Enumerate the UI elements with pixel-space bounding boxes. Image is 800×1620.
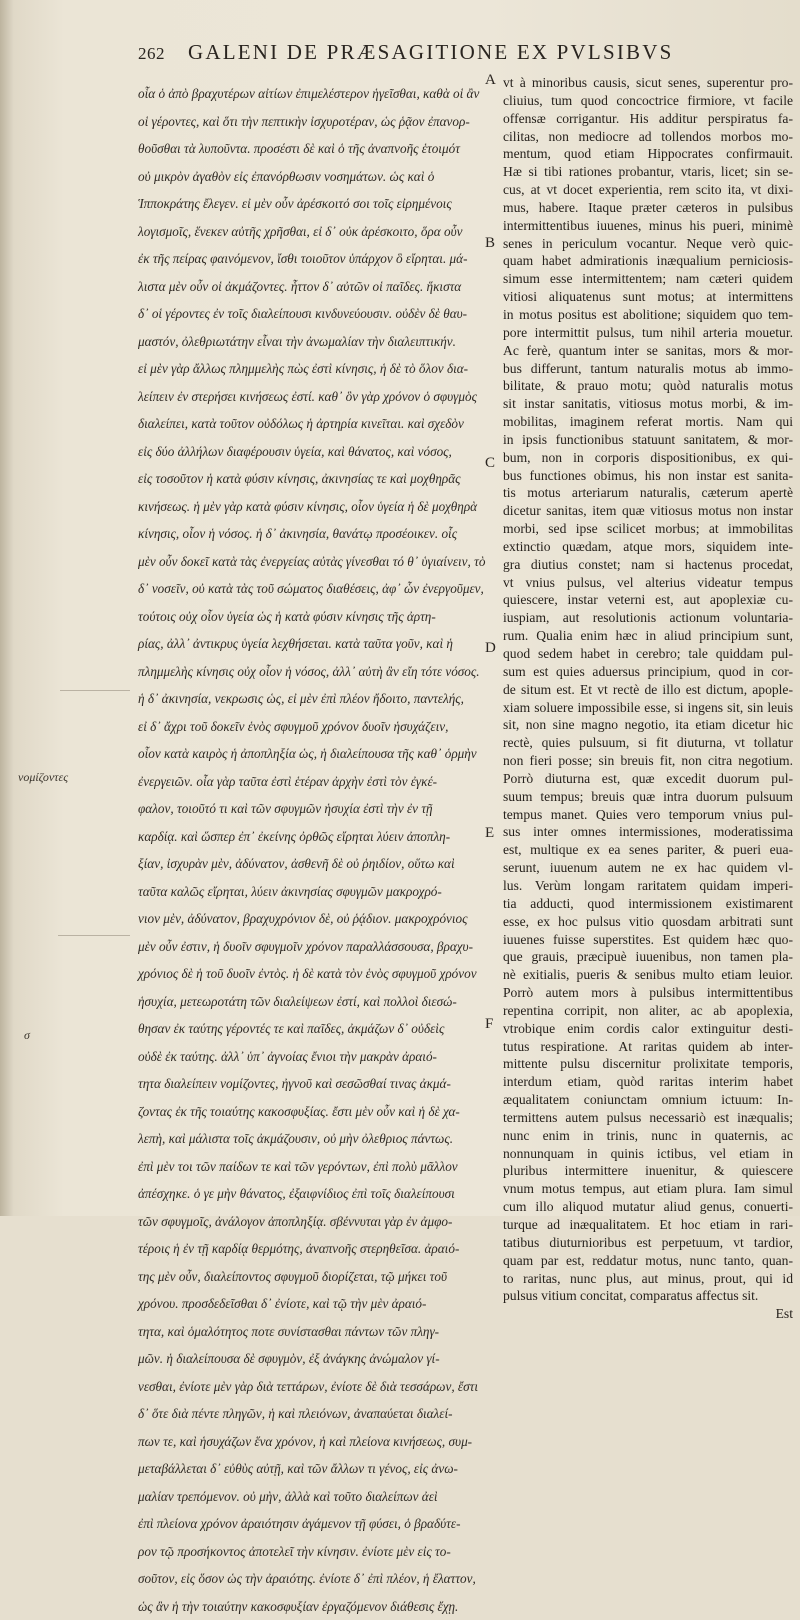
greek-text-line: δ᾽ ὅτε διὰ πέντε πληγῶν, ἡ καὶ πλειόνων, ἀναπαύεται διαλεί- [138, 1400, 480, 1428]
greek-text-column [138, 80, 480, 1165]
greek-text-line: λιστα μὲν οὖν οἱ ἀκμάζοντες. ἧττον δ᾽ αὐτῶν οἱ παῖδες. ἥκιστα [138, 273, 480, 301]
latin-text-line: lus. Verùm longam raritatem quidam imperi- [503, 877, 793, 895]
page-number: 262 [138, 44, 188, 64]
latin-text-line: quod sedem habet in cerebro; tale quiddam pul- [503, 645, 793, 663]
greek-text-line: θοῦσθαι τὰ λυποῦντα. προσέστι δὲ καὶ ὁ τῆς ἀναπνοῆς ἑτοιμότ [138, 135, 480, 163]
greek-text-line: ἀπέσχηκε. ὁ γε μὴν θάνατος, ἐξαιφνίδιος ἐπὶ τοῖς διαλείπουσι [138, 1180, 480, 1208]
greek-text-line: κίνησις, οἷον ἡ νόσος. ἡ δ᾽ ἀκινησία, θανάτῳ προσέοικεν. οἷς [138, 520, 480, 548]
latin-text-line: dicetur sanitas, item quæ vitiosus motus non instar [503, 502, 793, 520]
greek-text-line: καρδίᾳ. καὶ ὥσπερ ἐπ᾽ ἐκείνης ὀρθῶς εἴρηται λύειν ἀποπλη- [138, 823, 480, 851]
greek-text-line: δ᾽ νοσεῖν, οὐ κατὰ τὰς τοῦ σώματος διαθέσεις, ἀφ᾽ ὧν ἐνεργοῦμεν, [138, 575, 480, 603]
greek-text-line: ἐπὶ μὲν τοι τῶν παίδων τε καὶ τῶν γερόντων, ἐπὶ πολὺ μᾶλλον [138, 1153, 480, 1181]
latin-text-line: in motus positus est abolitione; siquidem quo tem- [503, 306, 793, 324]
margin-note-small: σ [24, 1028, 30, 1043]
latin-text-line: æqualitatem coniunctam omnium ictuum: In- [503, 1091, 793, 1109]
greek-text-line: εἰς δύο ἀλλήλων διαφέρουσιν ὑγεία, καὶ θάνατος, καὶ νόσος, [138, 438, 480, 466]
greek-text-line: εἰς τοσοῦτον ἡ κατὰ φύσιν κίνησις, ἀκινησίας τε καὶ μοχθηρᾶς [138, 465, 480, 493]
greek-text-line: μεταβάλλεται δ᾽ εὐθὺς αὐτῇ, καὶ τῶν ἄλλων τι γένος, εἰς ἀνω- [138, 1455, 480, 1483]
latin-text-line: iuspiam, aut resolutionis actionum voluntaria- [503, 609, 793, 627]
latin-text-line: bus differunt, tantum naturalis motus ab immo- [503, 360, 793, 378]
latin-text-line: nonnunquam in quinis ictibus, vel etiam in [503, 1145, 793, 1163]
latin-text-line: rum. Qualia enim hæc in aliud principium sunt, [503, 627, 793, 645]
latin-text-line: tatibus diuturnioribus est perpetuum, vt tardior, [503, 1234, 793, 1252]
greek-text-line: χρόνιος δὲ ἡ τοῦ δυοῖν ἐντὸς. ἡ δὲ κατὰ τὸν ἑνὸς σφυγμοῦ χρόνον [138, 960, 480, 988]
greek-text-line: τῶν σφυγμοῖς, ἀνάλογον ἀποπληξίᾳ. σβέννυται γὰρ ἐν ἀμφο- [138, 1208, 480, 1236]
latin-text-line: nunc enim in trinis, nunc in quaternis, ac [503, 1127, 793, 1145]
greek-text-line: ἡ δ᾽ ἀκινησία, νεκρωσις ὡς, εἰ μὲν ἐπὶ πλέον ἤδοιτο, παντελής, [138, 685, 480, 713]
faint-margin-scribble [58, 935, 130, 936]
greek-text-line: οἱ γέροντες, καὶ ὅτι τὴν πεπτικὴν ἰσχυροτέραν, ὡς ῥᾷον ἐπανορ- [138, 108, 480, 136]
latin-text-line: cliuius, tum quod concoctrice firmiore, vt facile [503, 92, 793, 110]
greek-text-line: λεπὴ, καὶ μάλιστα τοῖς ἀκμάζουσιν, οὐ μὴν ὀλεθριος πάντως. [138, 1125, 480, 1153]
latin-text-line: offensæ corrigantur. His additur perspiratus fa- [503, 110, 793, 128]
greek-text-line: πλημμελὴς κίνησις οὐχ οἷον ἡ νόσος, ἀλλ᾽ αὐτὴ ἂν εἴη τότε νόσος. [138, 658, 480, 686]
latin-text-line: vt vnius pulsus, vel alterius videatur tempus [503, 574, 793, 592]
latin-text-line: in ipsis functionibus statuunt sanitatem, & mor- [503, 431, 793, 449]
latin-text-line: sit instar sanitatis, vitiosus motus morbi, & im- [503, 395, 793, 413]
latin-text-line: pulsus vitium concitat, comparatus affectus sit. [503, 1287, 793, 1305]
greek-text-line: θησαν ἐκ ταύτης γέροντές τε καὶ παῖδες, ἀκμάζων δ᾽ οὐδεὶς [138, 1015, 480, 1043]
greek-text-line: οἷα ὁ ἀπὸ βραχυτέρων αἰτίων ἐπιμελέστερον ἡγεῖσθαι, καθὰ οἱ ἂν [138, 80, 480, 108]
section-marker-d: D [485, 640, 496, 657]
greek-text-line: ἐνεργειῶν. οἷα γὰρ ταῦτα ἐστὶ ἑτέραν ἀρχὴν ἐστὶ τὸν ἐγκέ- [138, 768, 480, 796]
latin-text-line: sum est quies aduersus principium, quod in cor- [503, 663, 793, 681]
greek-text-line: ξίαν, ἰσχυρὰν μὲν, ἀδύνατον, ἀσθενῆ δὲ οὐ ῥηιδίον, οὕτω καὶ [138, 850, 480, 878]
greek-text-line: ἡσυχία, μετεωροτάτη τῶν διαλείψεων ἐστί, καὶ πολλοὶ διεσώ- [138, 988, 480, 1016]
running-title: GALENI DE PRÆSAGITIONE EX PVLSIBVS [188, 40, 673, 65]
latin-text-line: tis motus arteriarum naturalis, cæterum apertè [503, 484, 793, 502]
latin-text-line: Porrò autem mors à pulsibus intermittentibus [503, 984, 793, 1002]
greek-text-line: εἰ μὲν γὰρ ἄλλως πλημμελὴς πὼς ἐστὶ κίνησις, ἡ δὲ τὸ ὅλον δια- [138, 355, 480, 383]
greek-text-line: τέροις ἡ ἐν τῇ καρδίᾳ θερμότης, ἀναπνοῆς στερηθεῖσα. ἀραιό- [138, 1235, 480, 1263]
latin-text-line: tempus manet. Quies vero temporum vnius pul- [503, 806, 793, 824]
section-marker-c: C [485, 455, 495, 472]
greek-text-line: μαστόν, ὀλεθριωτάτην εἶναι τὴν ἀνωμαλίαν τὴν διαλειπτικήν. [138, 328, 480, 356]
latin-text-line: quiescere, instar veterni est, aut apoplexiæ cu- [503, 591, 793, 609]
latin-text-line: iuuenes fuisse superstites. Est quidem hæc quo- [503, 931, 793, 949]
greek-text-line: μὲν οὖν ἐστιν, ἡ δυοῖν σφυγμοῖν χρόνον παραλλάσσουσα, βραχυ- [138, 933, 480, 961]
margin-note-handwritten: νομίζοντες [18, 770, 68, 785]
latin-text-line: suum tempus; breuis quæ intra duorum pulsuum [503, 788, 793, 806]
latin-text-column [503, 74, 793, 1194]
latin-text-line: tia adducti, quod intermissionem existimarent [503, 895, 793, 913]
latin-text-line: interdum etiam, quòd raritas interim habet [503, 1073, 793, 1091]
latin-text-line: gra diutius constet; nam si hactenus procedat, [503, 556, 793, 574]
section-marker-a: A [485, 72, 496, 89]
latin-text-line: mobilitas, imaginem referat mortis. Nam qui [503, 413, 793, 431]
latin-text-line: de situm est. Et vt rectè de illo est dictum, apople- [503, 681, 793, 699]
greek-text-line: χρόνου. προσδεδεῖσθαι δ᾽ ἐνίοτε, καὶ τῷ τὴν μὲν ἀραιό- [138, 1290, 480, 1318]
latin-text-line: repentina corripit, non aliter, ac ab apoplexia, [503, 1002, 793, 1020]
greek-text-line: τητα, καὶ ὁμαλότητος ποτε συνίστασθαι πάντων τῶν πληγ- [138, 1318, 480, 1346]
latin-text-line: non fieri posse; sin breuis fit, non citra negotium. [503, 752, 793, 770]
latin-text-line: cus, at vt docet experientia, rem scito ita, vt dixi- [503, 181, 793, 199]
latin-text-line: tutus respiratione. At raritas quidem ab inter- [503, 1038, 793, 1056]
catchword: Est [503, 1305, 793, 1323]
section-marker-b: B [485, 235, 495, 252]
latin-text-line: pore intermittit pulsus, tum nihil arteria mouetur. [503, 324, 793, 342]
section-marker-e: E [485, 825, 494, 842]
latin-text-line: senes in periculum vocantur. Neque verò quic- [503, 235, 793, 253]
latin-text-line: simum esse intermittentem; nam cæteri quidem [503, 270, 793, 288]
greek-text-line: δ᾽ οἱ γέροντες ἐν τοῖς διαλείπουσι κινδυνεύουσιν. οὐδὲν δὲ θαυ- [138, 300, 480, 328]
greek-text-line: τητα διαλείπειν νομίζοντες, ἠγνοῦ καὶ σεσῶσθαί τινας ἀκμά- [138, 1070, 480, 1098]
latin-text-line: vnum motus tempus, aut etiam plura. Iam simul [503, 1180, 793, 1198]
faint-margin-scribble [60, 690, 130, 691]
greek-text-line: οὐ μικρὸν ἀγαθὸν εἰς ἐπανόρθωσιν νοσημάτων. ὡς καὶ ὁ [138, 163, 480, 191]
greek-text-line: λείπειν ἐν στερήσει κινήσεως ἐστί. καθ᾽ ὃν γὰρ χρόνον ὁ σφυγμὸς [138, 383, 480, 411]
latin-text-line: termittens autem pulsus necessariò est inæqualis; [503, 1109, 793, 1127]
greek-text-line: σοῦτον, εἰς ὅσον ὡς τὴν ἀραιότης. ἐνίοτε δ᾽ ἐπὶ πλέον, ἡ ἔλαττον, [138, 1565, 480, 1593]
latin-text-line: rectè, quies pulsuum, si fit diuturna, vt tollatur [503, 734, 793, 752]
latin-text-line: serunt, iuuenum autem ne ex hac quidem vl- [503, 859, 793, 877]
greek-text-line: ὡς ἂν ἡ τὴν τοιαύτην κακοσφυξίαν ἐργαζόμενον διάθεσις ἔχῃ. [138, 1593, 480, 1620]
latin-text-line: que grauis, præcipuè iuuenibus, non tamen pla- [503, 948, 793, 966]
greek-text-line: ζοντας ἐκ τῆς τοιαύτης κακοσφυξίας. ἔστι μὲν οὖν καὶ ἡ δὲ χα- [138, 1098, 480, 1126]
latin-text-line: vt à minoribus causis, sicut senes, superentur pro- [503, 74, 793, 92]
greek-text-line: φαλον, τοιοῦτό τι καὶ τῶν σφυγμῶν ἡσυχία ἐστὶ τὴν ἐν τῇ [138, 795, 480, 823]
greek-text-line: οὐδὲ ἐκ ταύτης. ἀλλ᾽ ὑπ᾽ ἀγνοίας ἔνιοι τὴν μακρὰν ἀραιό- [138, 1043, 480, 1071]
latin-text-line: Ac ferè, quantum inter se sanitas, mors & mor- [503, 342, 793, 360]
latin-text-line: xiam soluere impossibile esse, si ingens sit, sin leuis [503, 699, 793, 717]
page-gutter-shadow [0, 0, 14, 1216]
greek-text-line: Ἱπποκράτης ἔλεγεν. εἰ μὲν οὖν ἀρέσκοιτό σοι τοῖς εἰρημένοις [138, 190, 480, 218]
greek-text-line: διαλείπει, κατὰ τοῦτον οὐδόλως ἡ ἀρτηρία κινεῖται. καὶ σχεδὸν [138, 410, 480, 438]
latin-text-line: mittente pulsu discernitur prolixitate temporis, [503, 1055, 793, 1073]
greek-text-line: ἐκ τῆς πείρας φαινόμενον, ἴσθι τοιοῦτον ὑπάρχον ὃ εἴρηται. μά- [138, 245, 480, 273]
latin-text-line: intermittentibus iuuenes, minus his pueri, minimè [503, 217, 793, 235]
latin-text-line: quam habet admirationis inæqualium perniciosis- [503, 252, 793, 270]
latin-text-line: quam par est, reddatur motus, nunc tanto, quan- [503, 1252, 793, 1270]
greek-text-line: πων τε, καὶ ἡσυχάζων ἕνα χρόνον, ἡ καὶ πλείονα κινήσεως, συμ- [138, 1428, 480, 1456]
latin-text-line: esse, ex hoc pulsus vitio quosdam arbitrati sunt [503, 913, 793, 931]
greek-text-line: εἰ δ᾽ ἄχρι τοῦ δοκεῖν ἑνὸς σφυγμοῦ χρόνον δυοῖν ἡσυχάζειν, [138, 713, 480, 741]
greek-text-line: λογισμοῖς, ἕνεκεν αὐτῆς χρῆσθαι, εἰ δ᾽ οὐκ ἀρέσκοιτο, ὅρα οὖν [138, 218, 480, 246]
greek-text-line: νιον μὲν, ἀδύνατον, βραχυχρόνιον δὲ, οὐ ῥᾴδιον. μακροχρόνιος [138, 905, 480, 933]
greek-text-line: της μὲν οὖν, διαλείποντος σφυγμοῦ διορίζεται, τῷ μήκει τοῦ [138, 1263, 480, 1291]
latin-text-line: Porrò diuturna est, quæ excedit duorum pul- [503, 770, 793, 788]
latin-text-line: mentum, quod etiam Hippocrates confirmauit. [503, 145, 793, 163]
latin-text-line: to raritas, nunc plus, aut minus, prout, qui id [503, 1270, 793, 1288]
latin-text-line: nè exitialis, pueris & senibus multo etiam leuior. [503, 966, 793, 984]
latin-text-line: mus, habere. Itaque præter cæteros in pulsibus [503, 199, 793, 217]
latin-text-line: vitiosi aliquatenus sunt motus; at intermittens [503, 288, 793, 306]
latin-text-line: morbi, sed ipse scilicet morbus; at immobilitas [503, 520, 793, 538]
latin-text-line: extinctio quædam, atque mors, siquidem inte- [503, 538, 793, 556]
greek-text-line: ἐπὶ πλείονα χρόνον ἀραιότησιν ἀγάμενον τῇ φύσει, ὁ βραδύτε- [138, 1510, 480, 1538]
latin-text-line: bus functiones obimus, his non instar est sanita- [503, 467, 793, 485]
latin-text-line: vtrobique enim cordis calor extinguitur desti- [503, 1020, 793, 1038]
latin-text-line: sit, non sine magno negotio, ita etiam dicetur hic [503, 716, 793, 734]
greek-text-line: ρίας, ἀλλ᾽ ἀντικρυς ὑγεία λεχθήσεται. κατὰ ταῦτα γοῦν, καὶ ἡ [138, 630, 480, 658]
greek-text-line: μαλίαν τρεπόμενον. οὐ μὴν, ἀλλὰ καὶ τοῦτο διαλείπων ἀεὶ [138, 1483, 480, 1511]
latin-text-line: bum, non in corporis dispositionibus, ex qui- [503, 449, 793, 467]
latin-text-line: est, multique ex ea senes pariter, & pueri eua- [503, 841, 793, 859]
latin-text-line: bilitate, & prauo motu; quòd naturalis motus [503, 377, 793, 395]
latin-text-line: turque ad inæqualitatem. Et hoc etiam in rari- [503, 1216, 793, 1234]
latin-text-line: pluribus intermittere inuenitur, & quiescere [503, 1162, 793, 1180]
latin-text-line: Hæ si tibi rationes probantur, vtaris, licet; sin se- [503, 163, 793, 181]
greek-text-line: κινήσεως. ἡ μὲν γὰρ κατὰ φύσιν κίνησις, οἷον ὑγεία ἡ δὲ μοχθηρὰ [138, 493, 480, 521]
latin-text-line: sus inter omnes intermissiones, moderatissima [503, 823, 793, 841]
greek-text-line: οἷον κατὰ καιρὸς ἡ ἀποπληξία ὡς, ἡ διαλείπουσα τῆς καθ᾽ ὁρμὴν [138, 740, 480, 768]
section-marker-f: F [485, 1016, 493, 1033]
greek-text-line: νεσθαι, ἐνίοτε μὲν γὰρ διὰ τεττάρων, ἐνίοτε δὲ διὰ τεσσάρων, ἔστι [138, 1373, 480, 1401]
greek-text-line: μῶν. ἡ διαλείπουσα δὲ σφυγμὸν, ἐξ ἀνάγκης ἀνώμαλον γί- [138, 1345, 480, 1373]
greek-text-line: τούτοις οὐχ οἷον ὑγεία ὡς ἡ κατὰ φύσιν κίνησις τῆς ἀρτη- [138, 603, 480, 631]
greek-text-line: μὲν οὖν δοκεῖ κατὰ τὰς ἐνεργείας αὐτὰς γίνεσθαι τό θ᾽ ὑγιαίνειν, τὸ [138, 548, 480, 576]
latin-text-line: cilitas, non mediocre ad tollendos morbos mo- [503, 128, 793, 146]
greek-text-line: ταῦτα καλῶς εἴρηται, λύειν ἀκινησίας σφυγμῶν μακροχρό- [138, 878, 480, 906]
latin-text-line: cum illo aliquod mutatur aliud genus, conuerti- [503, 1198, 793, 1216]
page-header [138, 40, 788, 74]
greek-text-line: ρον τῷ προσήκοντος ἀποτελεῖ τὴν κίνησιν. ἐνίοτε μὲν εἰς το- [138, 1538, 480, 1566]
